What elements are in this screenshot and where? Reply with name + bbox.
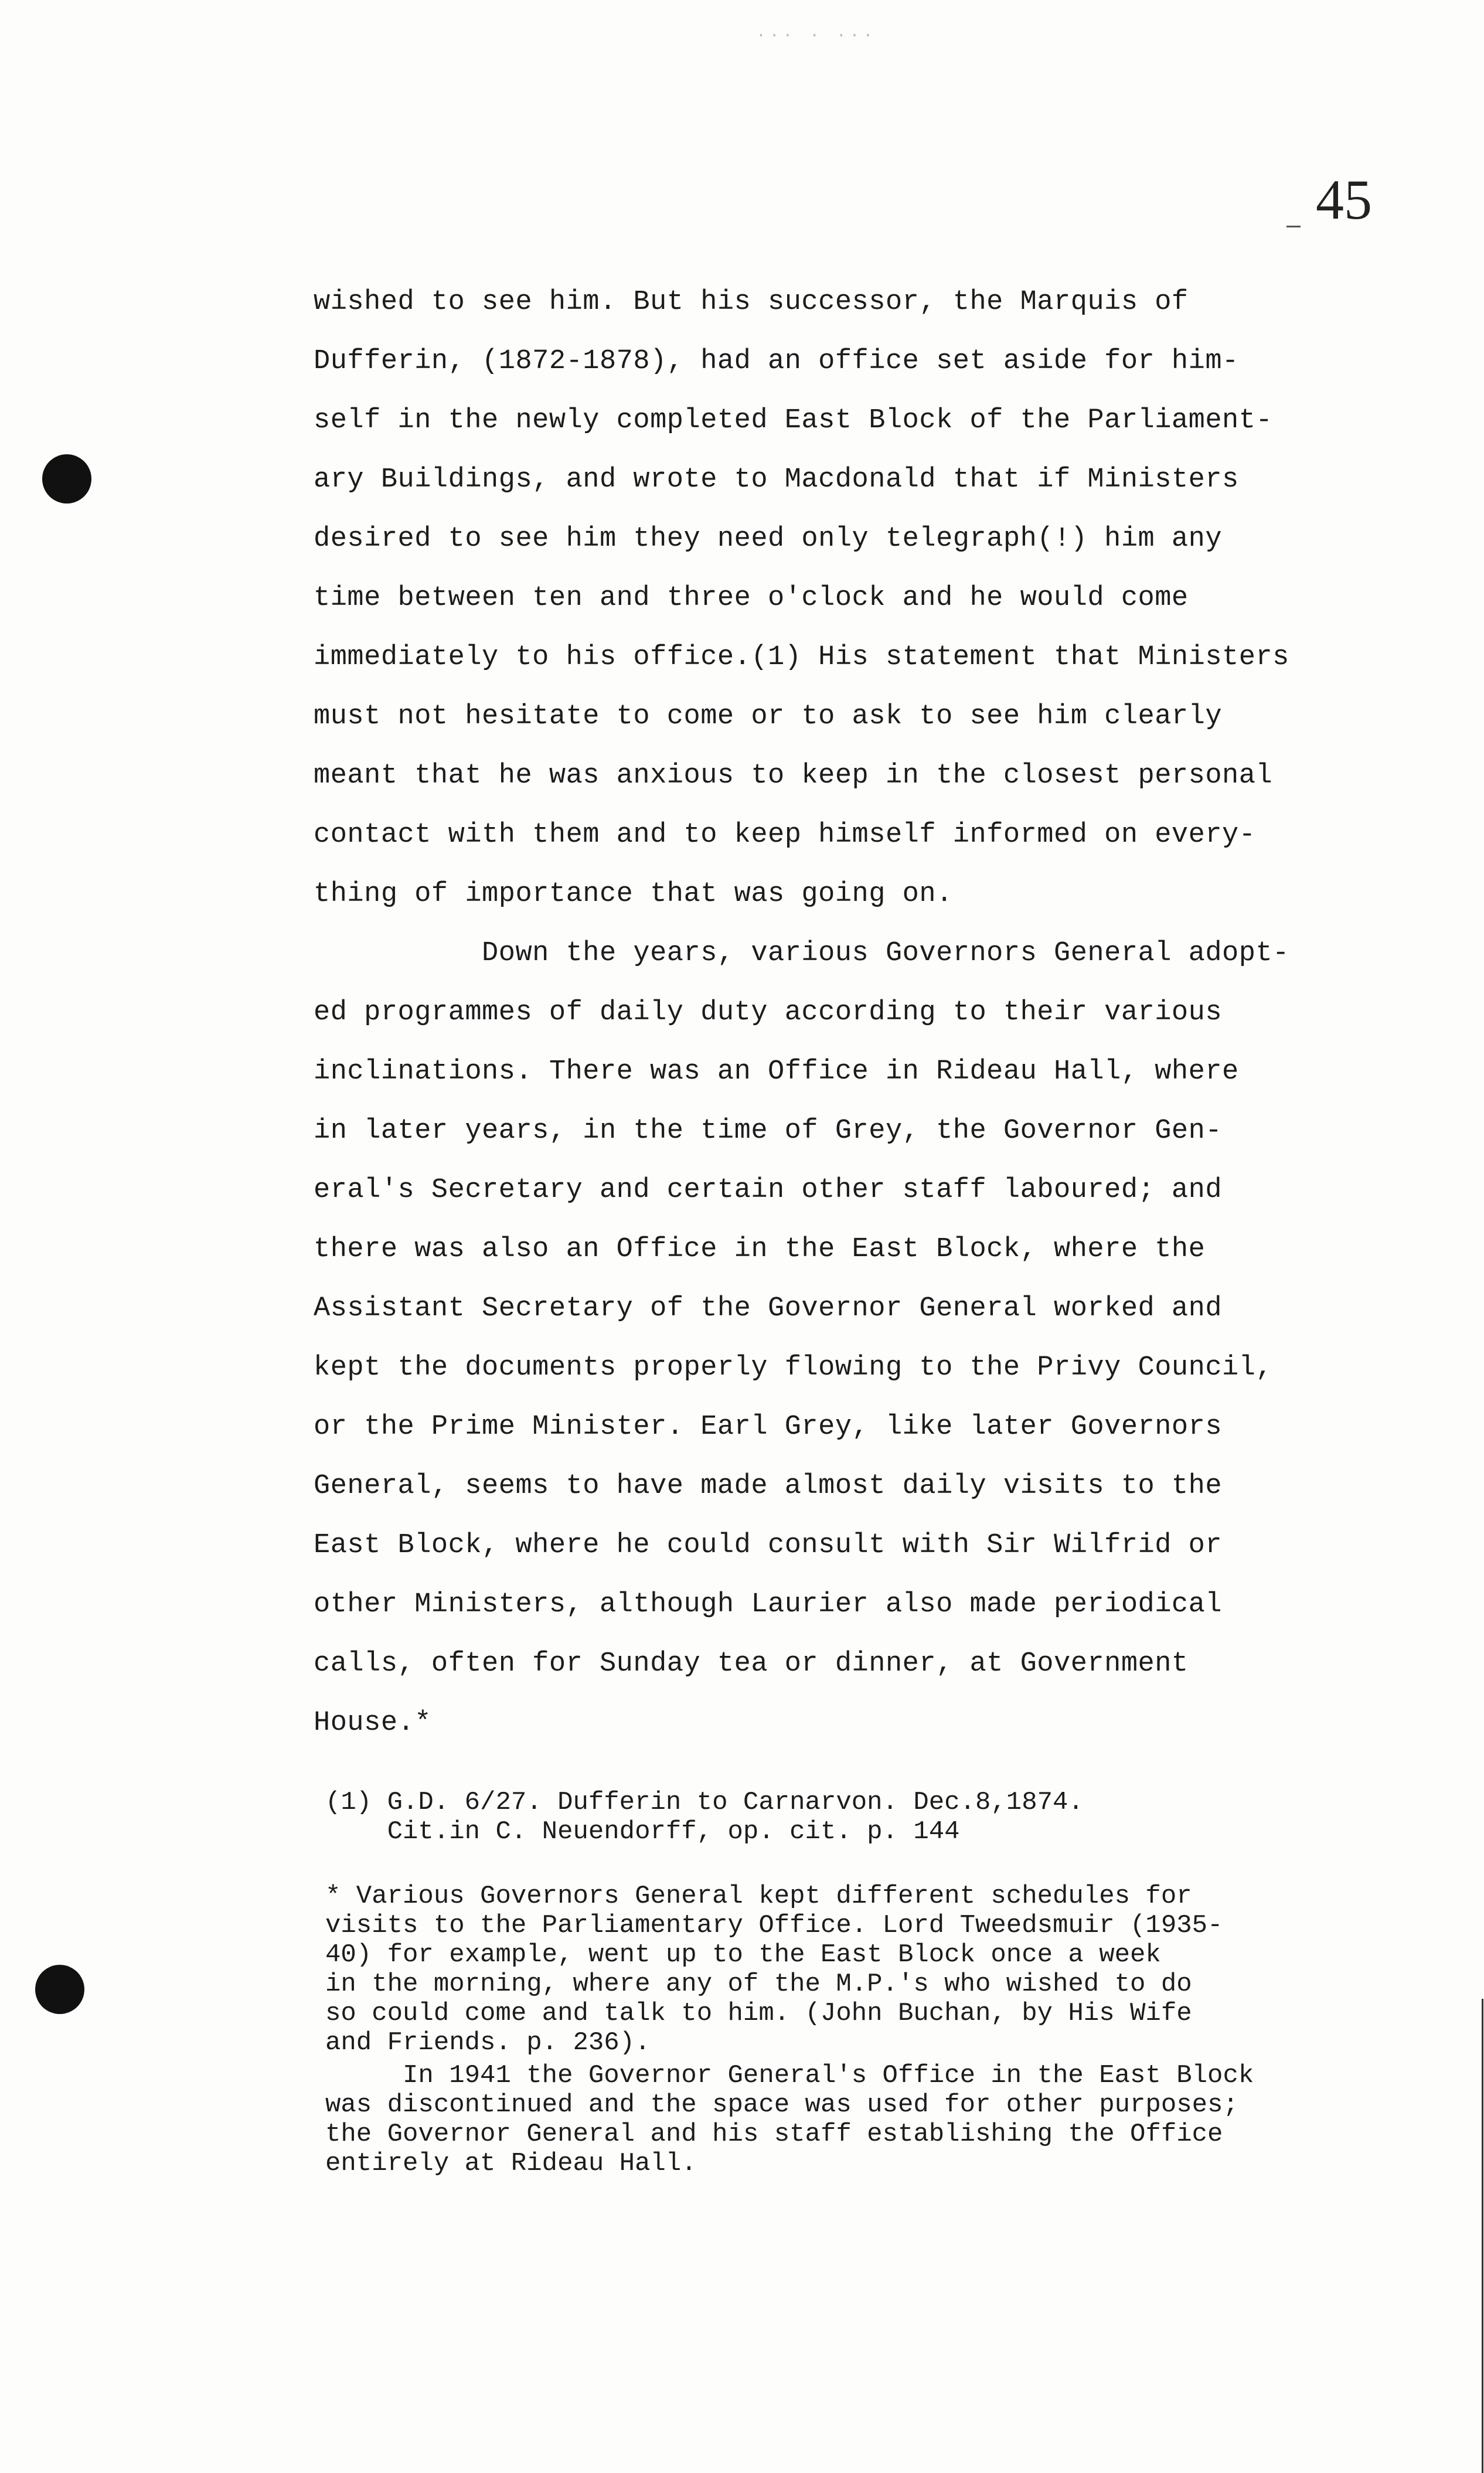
footnote-spacer [325,1846,1456,1882]
body-line: thing of importance that was going on. [314,879,953,910]
body-line: desired to see him they need only telegraph(!) him any [314,523,1223,555]
page-number-mark [1286,226,1301,227]
footnote-line: and Friends. p. 236). [325,2028,651,2057]
body-line: immediately to his office.(1) His statement that Ministers [314,642,1289,673]
body-line: or the Prime Minister. Earl Grey, like later Governors [314,1411,1223,1443]
footnote-line: 40) for example, went up to the East Block once a week [325,1940,1161,1969]
body-line: Down the years, various Governors General adopt- [314,938,1289,969]
top-marks: ... . ... [756,23,877,42]
footnote-line: visits to the Parliamentary Office. Lord Tweedsmuir (1935- [325,1911,1223,1940]
punch-hole-top [42,454,91,504]
body-line: Dufferin, (1872-1878), had an office set aside for him- [314,346,1239,377]
page-number: 45 [1316,168,1372,231]
footnote-line: Cit.in C. Neuendorff, op. cit. p. 144 [325,1817,960,1846]
body-line: House.* [314,1707,431,1739]
footnote-line: * Various Governors General kept different schedules for [325,1882,1192,1911]
footnote-line: entirely at Rideau Hall. [325,2149,697,2178]
body-line: eral's Secretary and certain other staff laboured; and [314,1175,1223,1206]
body-line: in later years, in the time of Grey, the Governor Gen- [314,1115,1223,1147]
footnote-line: was discontinued and the space was used for other purposes; [325,2090,1238,2120]
body-line: wished to see him. But his successor, the Marquis of [314,287,1189,318]
punch-hole-bottom [35,1965,84,2014]
body-line: ary Buildings, and wrote to Macdonald that if Ministers [314,464,1239,495]
body-line: calls, often for Sunday tea or dinner, at Government [314,1648,1189,1679]
body-line: meant that he was anxious to keep in the closest personal [314,760,1273,791]
footnote-line: the Governor General and his staff establishing the Office [325,2120,1223,2149]
body-line: Assistant Secretary of the Governor General worked and [314,1293,1223,1324]
footnote-line: In 1941 the Governor General's Office in the East Block [325,2061,1254,2090]
body-text [314,273,1404,1753]
body-line: self in the newly completed East Block of the Parliament- [314,405,1273,436]
body-line: contact with them and to keep himself informed on every- [314,819,1256,851]
footnote-line: in the morning, where any of the M.P.'s who wished to do [325,1969,1192,1999]
footnote-line: (1) G.D. 6/27. Dufferin to Carnarvon. Dec.8,1874. [325,1788,1084,1817]
body-line: time between ten and three o'clock and he would come [314,583,1189,614]
body-line: other Ministers, although Laurier also made periodical [314,1589,1223,1620]
body-line: General, seems to have made almost daily visits to the [314,1471,1223,1502]
body-line: there was also an Office in the East Block, where the [314,1234,1206,1265]
footnote-line: so could come and talk to him. (John Buchan, by His Wife [325,1999,1192,2028]
body-line: inclinations. There was an Office in Rideau Hall, where [314,1056,1239,1087]
body-line: must not hesitate to come or to ask to see him clearly [314,701,1223,732]
right-edge-line [1482,1999,1483,2473]
body-line: East Block, where he could consult with Sir Wilfrid or [314,1530,1223,1561]
body-line: ed programmes of daily duty according to their various [314,997,1223,1028]
body-line: kept the documents properly flowing to the Privy Council, [314,1352,1273,1383]
footnotes [325,1788,1456,2178]
